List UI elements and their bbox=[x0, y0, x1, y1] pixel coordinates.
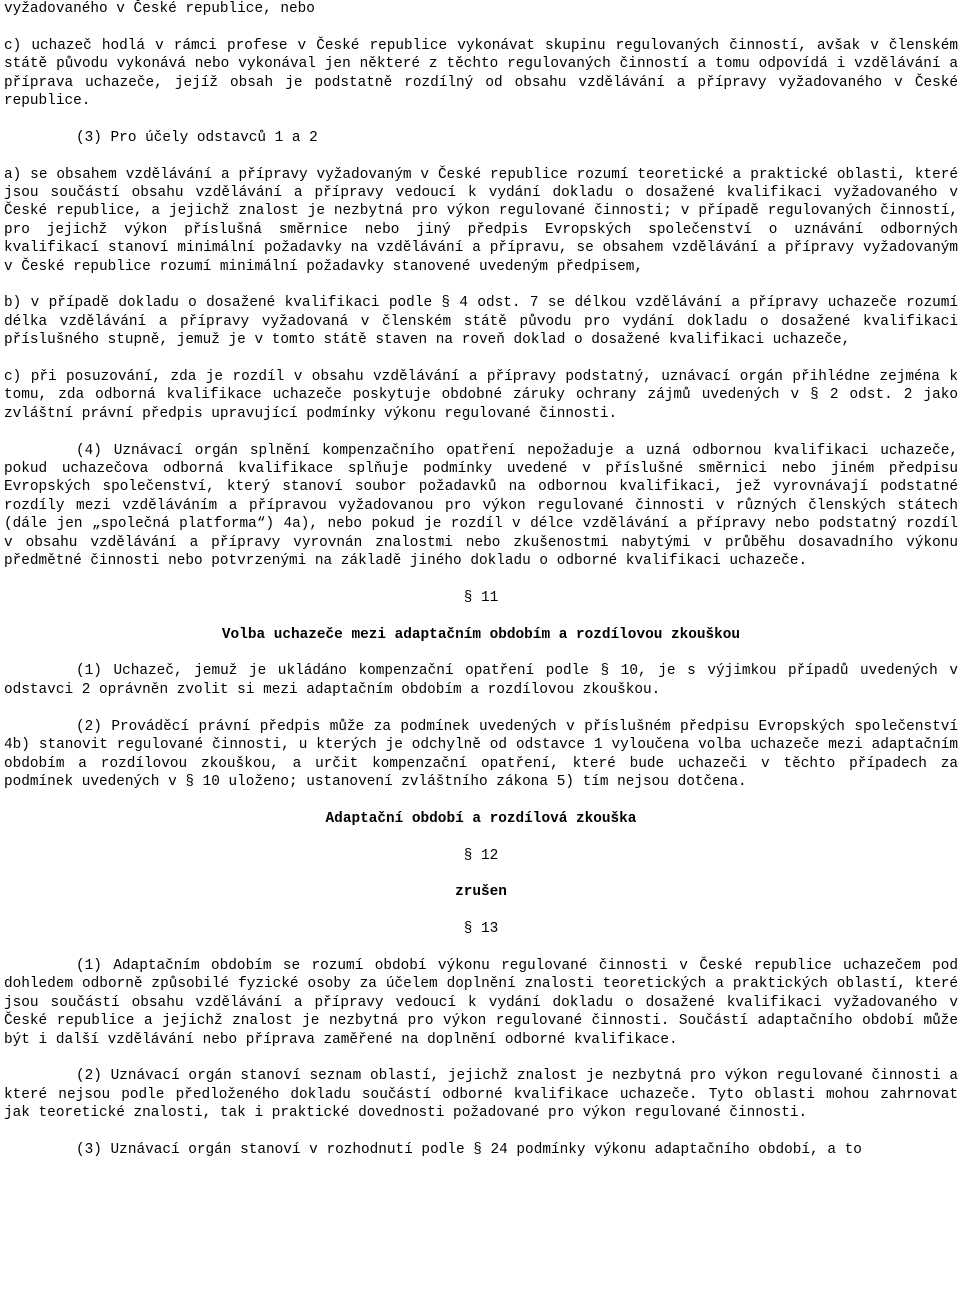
section-11-paragraph-2: (2) Prováděcí právní předpis může za podmínek uvedených v příslušném předpisu Evropských společenství 4b) stanovit regulované činnosti, u kterých je odchylně od odstavce 1 vyloučena volba uchazeče mezi adaptačním obdobím a rozdílovou zkouškou, a určit kompenzační opatření, které bude uchazeči v těchto případech za podmínek uvedených v § 10 uloženo; ustanovení zvláštního zákona 5) tím nejsou dotčena. bbox=[4, 718, 958, 790]
paragraph-3c: c) při posuzování, zda je rozdíl v obsahu vzdělávání a přípravy podstatný, uznávací orgán přihlédne zejména k tomu, zda odborná kvalifikace uchazeče poskytuje obdobné záruky ochrany zájmů uvedených v § 2 odst. 2 jako zvláštní právní předpis upravující podmínky výkonu regulované činnosti. bbox=[4, 369, 958, 422]
paragraph-2c: c) uchazeč hodlá v rámci profese v České republice vykonávat skupinu regulovaných činností, avšak v členském státě původu vykonává nebo vykonával jen některé z těchto regulovaných činností a tomu odpovídá i vzdělávání a příprava uchazeče, jejíž obsah je podstatně rozdílný od obsahu vzdělávání a přípravy vyžadovaného v České republice. bbox=[4, 37, 958, 110]
section-13-paragraph-2: (2) Uznávací orgán stanoví seznam oblastí, jejichž znalost je nezbytná pro výkon regulované činnosti a které nejsou podle předloženého dokladu součástí odborné kvalifikace uchazeče. Tyto oblasti mohou zahrnovat jak teoretické znalosti, tak i praktické dovednosti požadované pro výkon regulované činnosti. bbox=[4, 1068, 958, 1122]
paragraph-4: (4) Uznávací orgán splnění kompenzačního opatření nepožaduje a uzná odbornou kvalifikaci uchazeče, pokud uchazečova odborná kvalifikace splňuje podmínky uvedené v příslušné směrnici nebo jiném předpisu Evropských společenství, který stanoví soubor požadavků na odbornou kvalifikaci, jež vyrovnávají podstatné rozdíly mezi vzděláváním a přípravou vyžadovanou pro výkon regulované činnosti v různých členských státech (dále jen „společná platforma“) 4a), nebo pokud je rozdíl v délce vzdělávání a přípravy nebo podstatný rozdíl v obsahu vzdělávání a přípravy vyrovnán znalostmi nebo zkušenostmi nabytými v průběhu dosavadního výkonu předmětné činnosti nebo potvrzenými na základě jiného dokladu o odborné kvalifikaci uchazeče. bbox=[4, 442, 958, 570]
section-13-number: § 13 bbox=[463, 921, 499, 938]
section-13-paragraph-1: (1) Adaptačním obdobím se rozumí období výkonu regulované činnosti v České republice uchazečem pod dohledem odborně způsobilé fyzické osoby za účelem doplnění znalosti teoretických a praktických oblastí, které jsou součástí obsahu vzdělávání a přípravy vedoucí k vydání dokladu o dosažené kvalifikaci vyžadovaného v České republice a jejichž znalost je nezbytná pro výkon regulované činnosti. Součástí adaptačního období může být i další vzdělávání nebo příprava zaměřené na doplnění odborné kvalifikace. bbox=[4, 957, 958, 1048]
paragraph-3b: b) v případě dokladu o dosažené kvalifikaci podle § 4 odst. 7 se délkou vzdělávání a přípravy uchazeče rozumí délka vzdělávání a přípravy vyžadovaná v členském státě původu pro vydání dokladu o dosažené kvalifikaci příslušného stupně, jemuž je v tomto státě staven na roveň doklad o dosažené kvalifikaci uchazeče, bbox=[4, 295, 958, 349]
section-12-number: § 12 bbox=[463, 847, 499, 864]
paragraph-3-intro: (3) Pro účely odstavců 1 a 2 bbox=[76, 129, 318, 146]
section-13-paragraph-3: (3) Uznávací orgán stanoví v rozhodnutí podle § 24 podmínky výkonu adaptačního období, a to bbox=[76, 1141, 862, 1158]
section-12-status: zrušen bbox=[455, 884, 507, 901]
section-11-title: Volba uchazeče mezi adaptačním obdobím a rozdílovou zkouškou bbox=[221, 626, 741, 643]
document-page bbox=[4, 0, 958, 1159]
text-fragment: vyžadovaného v České republice, nebo bbox=[4, 1, 315, 17]
chapter-title: Adaptační období a rozdílová zkouška bbox=[325, 810, 637, 827]
section-11-number: § 11 bbox=[463, 589, 499, 606]
paragraph-3a: a) se obsahem vzdělávání a přípravy vyžadovaným v České republice rozumí teoretické a praktické oblasti, které jsou součástí obsahu vzdělávání a přípravy vedoucí k vydání dokladu o dosažené kvalifikaci vyžadovaného v České republice, a jejichž znalost je nezbytná pro výkon regulované činnosti; v případě regulovaných činností, pro jejichž výkon příslušná směrnice nebo jiný předpis Evropských společenství o uznávání odborných kvalifikací stanoví minimální požadavky na vzdělávání a přípravu, se obsahem vzdělávání a přípravy vyžadovaným v České republice rozumí minimální požadavky stanovené uvedeným předpisem, bbox=[4, 166, 958, 275]
section-11-paragraph-1: (1) Uchazeč, jemuž je ukládáno kompenzační opatření podle § 10, je s výjimkou případů uvedených v odstavci 2 oprávněn zvolit si mezi adaptačním obdobím a rozdílovou zkouškou. bbox=[4, 663, 958, 698]
